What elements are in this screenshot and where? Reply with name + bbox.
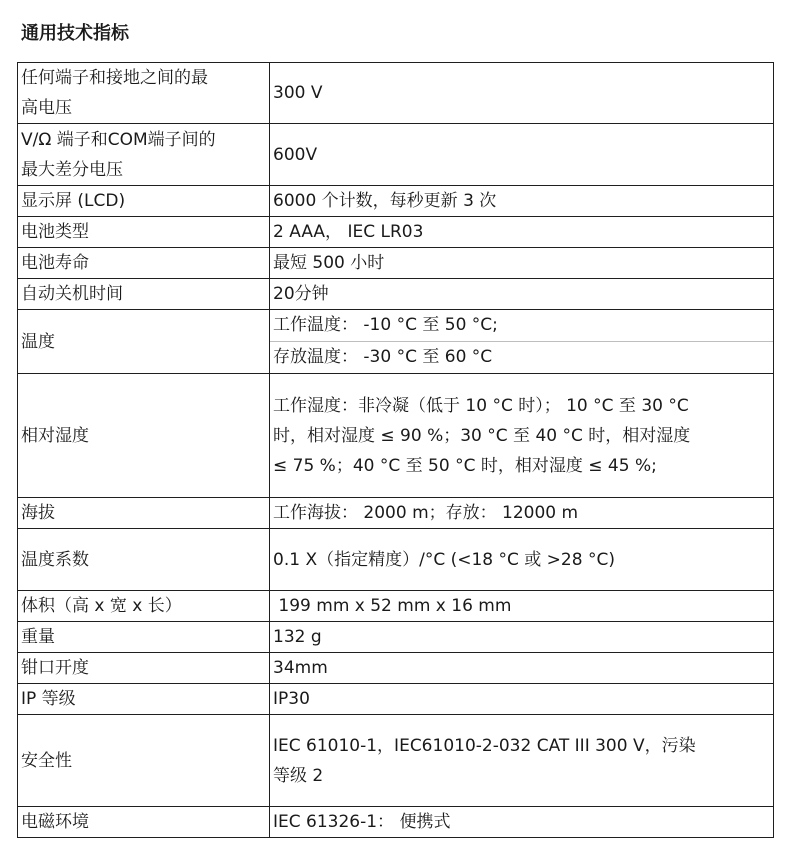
spec-label: 重量 — [18, 622, 270, 653]
spec-label: 温度 — [18, 310, 270, 374]
table-row — [18, 248, 774, 279]
spec-label: 相对湿度 — [18, 374, 270, 498]
table-row — [18, 653, 774, 684]
spec-value: 600V — [270, 124, 774, 186]
spec-value: 工作湿度：非冷凝（低于 10 °C 时）； 10 °C 至 30 °C 时，相对湿度 ≤ 90 %；30 °C 至 40 °C 时，相对湿度 ≤ 75 %；40 °C 至 50 °C 时，相对湿度 ≤ 45 %; — [270, 374, 774, 498]
spec-value: IP30 — [270, 684, 774, 715]
table-row — [18, 807, 774, 838]
table-row — [18, 310, 774, 374]
table-row — [18, 374, 774, 498]
table-row — [18, 279, 774, 310]
spec-label: 温度系数 — [18, 529, 270, 591]
spec-label: 安全性 — [18, 715, 270, 807]
spec-label: 自动关机时间 — [18, 279, 270, 310]
spec-label: 显示屏 (LCD) — [18, 186, 270, 217]
table-row — [18, 498, 774, 529]
spec-label: 体积（高 x 宽 x 长） — [18, 591, 270, 622]
spec-value: 2 AAA， IEC LR03 — [270, 217, 774, 248]
spec-label: 钳口开度 — [18, 653, 270, 684]
table-row — [18, 529, 774, 591]
table-row — [18, 63, 774, 124]
spec-value: 6000 个计数，每秒更新 3 次 — [270, 186, 774, 217]
table-row — [18, 622, 774, 653]
spec-label: 电池寿命 — [18, 248, 270, 279]
spec-table — [17, 62, 774, 838]
spec-value: 34mm — [270, 653, 774, 684]
table-row — [18, 186, 774, 217]
spec-value: 最短 500 小时 — [270, 248, 774, 279]
spec-subvalue: 工作温度： -10 °C 至 50 °C; — [270, 310, 773, 342]
table-row — [18, 684, 774, 715]
spec-value — [270, 310, 774, 374]
spec-label: 电磁环境 — [18, 807, 270, 838]
spec-label: IP 等级 — [18, 684, 270, 715]
spec-label: V/Ω 端子和COM端子间的 最大差分电压 — [18, 124, 270, 186]
spec-value: 300 V — [270, 63, 774, 124]
table-row — [18, 217, 774, 248]
spec-value: 0.1 X（指定精度）/°C (<18 °C 或 >28 °C) — [270, 529, 774, 591]
spec-label: 海拔 — [18, 498, 270, 529]
spec-value: 132 g — [270, 622, 774, 653]
spec-label: 电池类型 — [18, 217, 270, 248]
spec-value: IEC 61326-1： 便携式 — [270, 807, 774, 838]
section-title: 通用技术指标 — [21, 23, 129, 44]
spec-value: IEC 61010-1，IEC61010-2-032 CAT III 300 V，污染 等级 2 — [270, 715, 774, 807]
spec-value: 工作海拔： 2000 m；存放： 12000 m — [270, 498, 774, 529]
table-row — [18, 591, 774, 622]
table-row — [18, 715, 774, 807]
spec-value: 199 mm x 52 mm x 16 mm — [270, 591, 774, 622]
spec-value: 20分钟 — [270, 279, 774, 310]
spec-label: 任何端子和接地之间的最 高电压 — [18, 63, 270, 124]
table-row — [18, 124, 774, 186]
spec-subvalue: 存放温度： -30 °C 至 60 °C — [273, 347, 493, 367]
